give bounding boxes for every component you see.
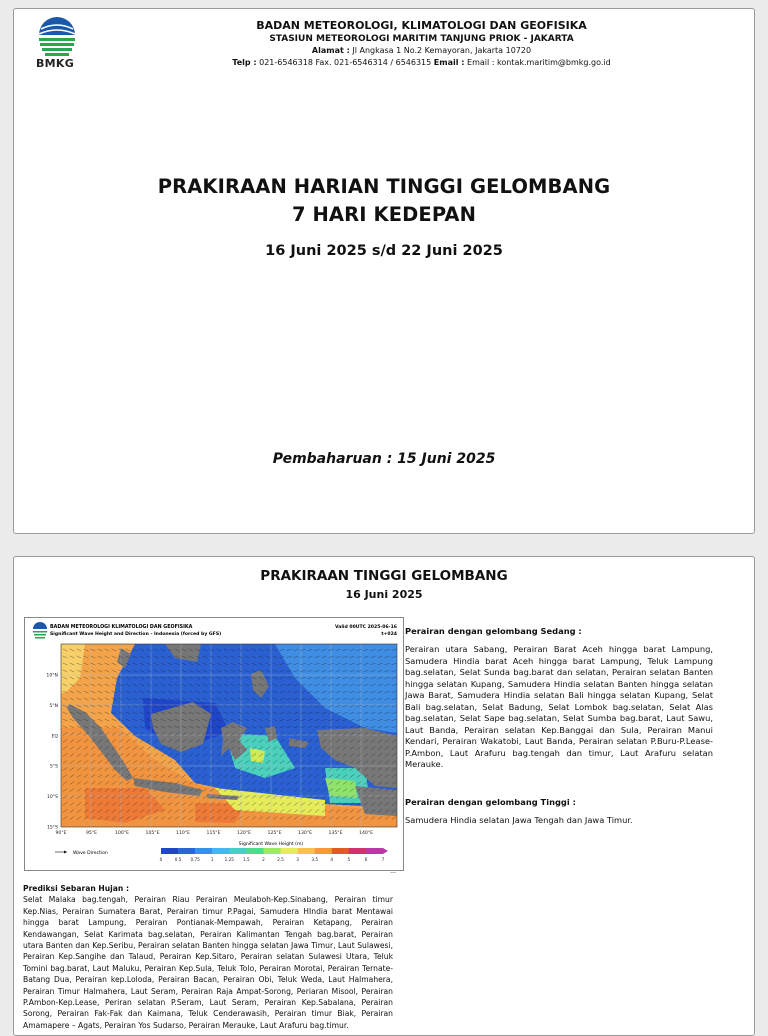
lon-label: 90°E <box>55 831 67 836</box>
legend-swatch <box>178 848 195 854</box>
map-area <box>61 644 397 827</box>
legend-tick: 1.25 <box>224 857 234 862</box>
map-valid: Valid 00UTC 2025-06-16 <box>334 625 397 630</box>
sedang-text: Perairan utara Sabang, Perairan Barat Aceh hingga barat Lampung, Samudera Hindia barat Aceh hingga barat Lampung, Teluk Lampung bag.selatan, Selat Sunda bag.barat dan selatan, Perairan selatan Banten hingga selatan Kupang, Samudera Hindia selatan Banten hingga selatan Jawa Barat, Samudera Hindia selatan Bali hingga selatan Kupang, Selat Bali bag.selatan, Selat Badung, Selat Lombok bag.selatan, Selat Alas bag.selatan, Selat Sape bag.selatan, Selat Sumba bag.barat, Laut Sawu, Laut Banda, Perairan selatan Kep.Banggai dan Sula, Perairan Manui Kendari, Perairan Wakatobi, Laut Banda, Perairan selatan P.Buru-P.Lease-P.Ambon, Laut Arafuru bag.tengah dan timur, Laut Arafuru selatan Merauke. <box>405 644 713 769</box>
lat-label: 5°S <box>49 764 58 770</box>
wave-map <box>24 617 404 871</box>
update-date: Pembaharuan : 15 Juni 2025 <box>272 451 496 467</box>
lon-label: 125°E <box>267 831 282 836</box>
station-name: STASIUN METEOROLOGI MARITIM TANJUNG PRIOK - JAKARTA <box>269 34 574 44</box>
rain-title: Prediksi Sebaran Hujan : <box>23 884 129 893</box>
agency-name: BADAN METEOROLOGI, KLIMATOLOGI DAN GEOFISIKA <box>256 19 587 32</box>
rain-section <box>23 883 393 1031</box>
legend-arrow <box>383 848 388 854</box>
legend-swatch <box>332 848 349 854</box>
rain-text: Selat Malaka bag.tengah, Perairan Riau Perairan Meulaboh-Kep.Sinabang, Perairan timur Kep.Nias, Perairan Sumatera Barat, Perairan timur P.Pagai, Samudera HIndia barat Mentawai hingga barat Lampung, Perairan Pontianak-Mempawah, Perairan Ketapang, Perairan Kendawangan, Selat Karimata bag.selatan, Perairan Kalimantan Tengah bag.barat, Perairan utara Banten dan Kep.Seribu, Perairan selatan Banten hingga selatan Jawa Timur, Laut Sulawesi, Perairan Kep.Sangihe dan Talaud, Perairan Kep.Sitaro, Perairan selatan Sulawesi Utara, Teluk Tomini bag.barat, Laut Maluku, Perairan Kep.Sula, Teluk Tolo, Perairan Morotai, Perairan Ternate-Batang Dua, Perairan kep.Loloda, Perairan Bacan, Perairan Obi, Teluk Weda, Laut Halmahera, Perairan Timur Halmahera, Laut Seram, Perairan Raja Ampat-Sorong, Periaran Misool, Perairan P.Ambon-Kep.Lease, Periran selatan P.Seram, Laut Seram, Perairan Kep.Sabalana, Perairan Sorong, Perairan Fak-Fak dan Kaimana, Teluk Cenderawasih, Perairan timur Biak, Perairan Amamapere – Agats, Perairan Yos Sudarso, Perairan Merauke, Laut Arafuru bag.timur. <box>23 895 393 1030</box>
legend-tick: 4 <box>330 857 334 862</box>
legend-tick: 2 <box>262 857 265 862</box>
logo-label: BMKG <box>36 57 75 70</box>
telp-value: 021-6546318 Fax. 021-6546314 / 6546315 <box>259 58 432 67</box>
wave-height-legend <box>161 848 388 854</box>
forecast-page <box>13 556 755 1036</box>
legend-swatch <box>263 848 280 854</box>
legend-swatch <box>229 848 246 854</box>
lat-label: EQ <box>51 734 58 740</box>
lat-label: 10°N <box>46 673 58 679</box>
legend-swatch <box>281 848 298 854</box>
legend-tick: 0.5 <box>174 857 182 862</box>
legend-tick: 0.75 <box>190 857 200 862</box>
legend-tick: 5 <box>347 857 351 862</box>
telp-label: Telp : <box>232 58 257 67</box>
lon-label: 100°E <box>115 831 129 836</box>
map-subtitle: Significant Wave Height and Direction - Indonesia (forced by GFS) <box>50 632 222 637</box>
wave-map-svg <box>25 618 403 870</box>
legend-tick: 7 <box>381 857 385 862</box>
separator-mark: — <box>390 869 396 876</box>
cover-title-line2: 7 HARI KEDEPAN <box>291 203 477 226</box>
map-step: t+024 <box>381 632 397 637</box>
cover-page <box>13 8 755 534</box>
legend-title: Significant Wave Height (m) <box>238 842 304 847</box>
lon-label: 105°E <box>145 831 160 836</box>
legend-tick: 3.5 <box>311 857 319 862</box>
cover-title-line1: PRAKIRAAN HARIAN TINGGI GELOMBANG <box>157 175 611 198</box>
email-value: Email : kontak.maritim@bmkg.go.id <box>467 58 611 67</box>
legend-swatch <box>366 848 383 854</box>
lat-label: 10°S <box>46 795 58 801</box>
tinggi-title: Perairan dengan gelombang Tinggi : <box>405 797 576 807</box>
lon-label: 110°E <box>176 831 190 836</box>
forecast-title: PRAKIRAAN TINGGI GELOMBANG <box>260 568 508 584</box>
legend-swatch <box>212 848 229 854</box>
lon-label: 140°E <box>359 831 373 836</box>
legend-tick: 3 <box>296 857 299 862</box>
lon-label: 115°E <box>206 831 221 836</box>
sedang-title: Perairan dengan gelombang Sedang : <box>405 626 582 636</box>
wave-direction-label: Wave Direction <box>73 851 108 856</box>
legend-swatch <box>298 848 315 854</box>
legend-swatch <box>315 848 332 854</box>
legend-swatch <box>195 848 212 854</box>
lon-label: 95°E <box>85 831 98 836</box>
email-label: Email : <box>433 58 465 67</box>
legend-swatch <box>161 848 178 854</box>
legend-swatch <box>246 848 263 854</box>
lat-label: 15°S <box>46 825 58 831</box>
address-label: Alamat : <box>311 46 350 55</box>
wave-direction-legend <box>55 850 108 856</box>
contact-line <box>174 58 669 67</box>
lon-label: 130°E <box>298 831 312 836</box>
forecast-period: 16 Juni 2025 s/d 22 Juni 2025 <box>265 243 503 259</box>
lat-label: 5°N <box>49 703 58 709</box>
legend-tick: 2.5 <box>277 857 284 862</box>
lon-label: 135°E <box>328 831 343 836</box>
legend-tick: 0 <box>159 857 163 862</box>
lon-label: 120°E <box>237 831 251 836</box>
legend-tick: 6 <box>364 857 368 862</box>
map-agency: BADAN METEOROLOGI KLIMATOLOGI DAN GEOFISIKA <box>50 625 193 630</box>
address-line <box>174 46 669 55</box>
legend-tick: 1.5 <box>243 857 250 862</box>
legend-swatch <box>349 848 366 854</box>
address-value: Jl Angkasa 1 No.2 Kemayoran, Jakarta 10720 <box>352 46 532 55</box>
forecast-date: 16 Juni 2025 <box>345 588 423 601</box>
tinggi-text: Samudera Hindia selatan Jawa Tengah dan Jawa Timur. <box>405 815 633 825</box>
legend-tick: 1 <box>210 857 214 862</box>
map-logo-icon <box>33 622 47 639</box>
